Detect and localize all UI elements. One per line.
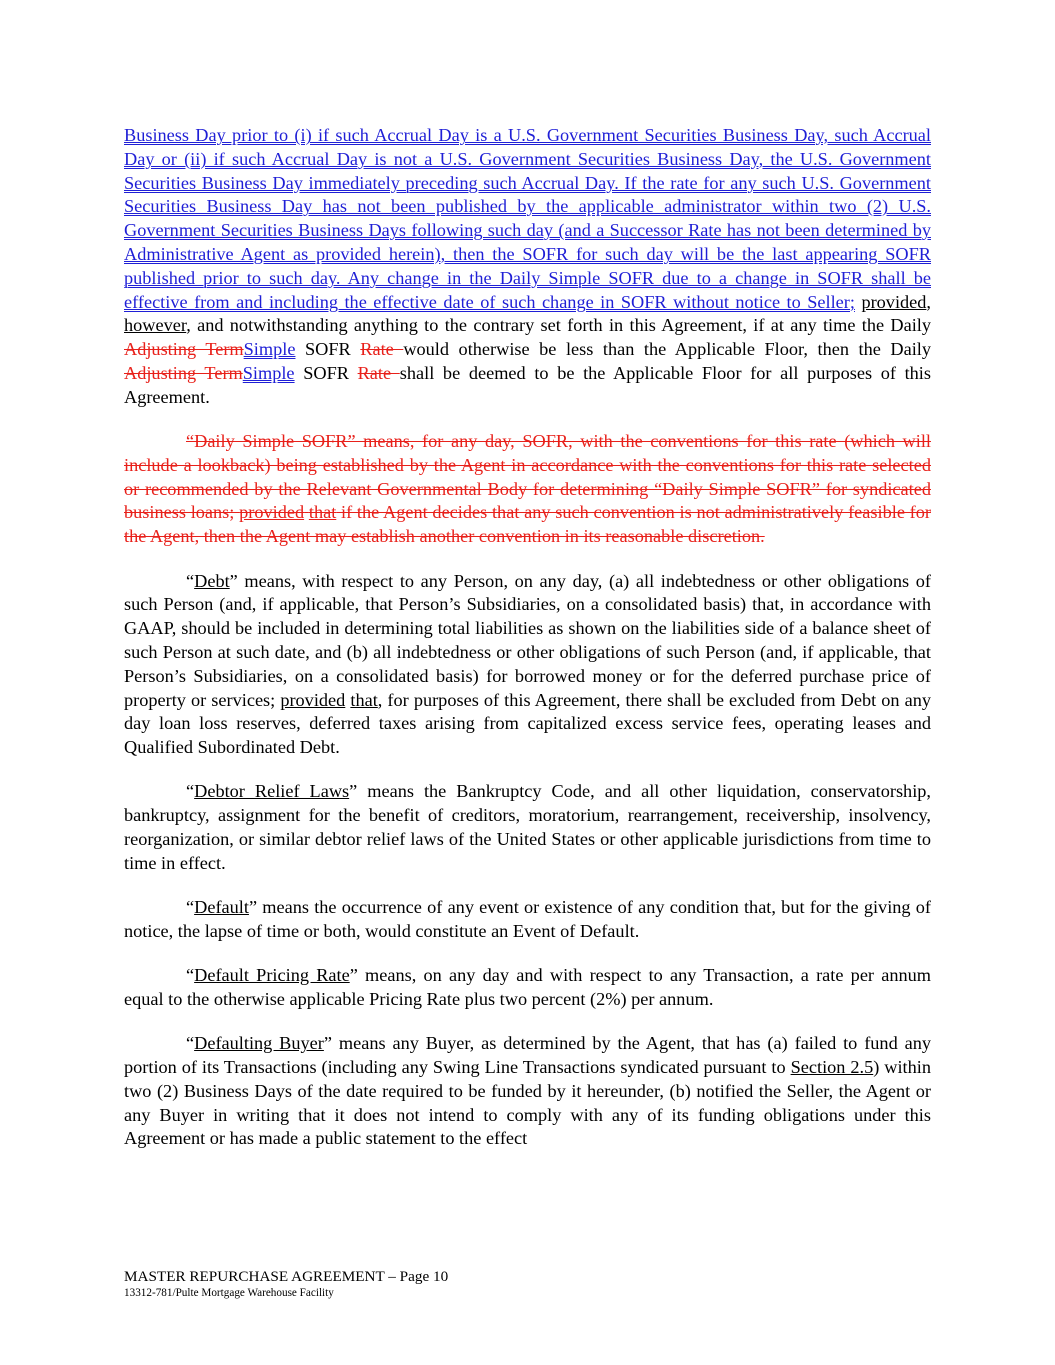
text-run: ” means any Buyer, as determined by the Agent, that has (a) failed to fund any portion of its Transactions (including any Swing Line Transactions syndicated pursuant to: [124, 1033, 931, 1078]
text-run: ) within two (2) Business Days of the date required to be funded by it hereunder, (b) notified the Seller, the Agent or any Buyer in writing that it does not intend to comply with any of its funding obligations under this Agreement or has made a public statement to the effect: [124, 1057, 931, 1149]
text-run: ,: [926, 291, 931, 312]
defined-term-debtor-relief-laws: Debtor Relief Laws: [194, 781, 350, 802]
deleted-text: Adjusting Term: [124, 339, 244, 360]
quote-open: “: [186, 1033, 195, 1054]
defined-term-defaulting-buyer: Defaulting Buyer: [194, 1033, 324, 1054]
deleted-term-provided: provided: [239, 502, 305, 523]
text-run: shall be deemed to be the Applicable Floor for all purposes of this Agreement.: [124, 362, 931, 407]
footer-document-id: 13312-781/Pulte Mortgage Warehouse Facility: [124, 1287, 334, 1299]
deleted-text: Rate: [360, 339, 404, 360]
quote-open: “: [186, 781, 195, 802]
paragraph-daily-simple-sofr-continued: [124, 124, 931, 410]
text-run: would otherwise be less than the Applicable Floor, then the Daily: [403, 339, 932, 360]
defined-term-debt: Debt: [194, 570, 230, 591]
paragraph-deleted-daily-simple-sofr-definition: [124, 430, 931, 549]
paragraph-default-definition: [124, 896, 931, 944]
inserted-text: Simple: [242, 362, 295, 383]
page-footer: [124, 1268, 448, 1300]
paragraph-default-pricing-rate-definition: [124, 964, 931, 1012]
text-run: SOFR: [295, 339, 361, 360]
paragraph-defaulting-buyer-definition: [124, 1032, 931, 1151]
text-run: , for purposes of this Agreement, there shall be excluded from Debt on any day loan loss reserves, deferred taxes arising from capitalized excess service fees, operating leases and Qualified Subordinated Debt.: [124, 689, 931, 758]
defined-term-provided: provided: [280, 689, 346, 710]
text-run: ” means, with respect to any Person, on any day, (a) all indebtedness or other obligations of such Person (and, if applicable, that Person’s Subsidiaries, on a consolidated basis) that, in accordance with GAAP, should be included in determining total liabilities as shown on the liabilities side of a balance sheet of such Person at such date, and (b) all indebtedness or other obligations of such Person (and, if applicable, that Person’s Subsidiaries, on a consolidated basis) for borrowed money or for the deferred purchase price of property or services;: [124, 570, 931, 710]
defined-term-that: that: [350, 689, 378, 710]
defined-term-however: however: [124, 315, 187, 336]
quote-open: “: [186, 570, 195, 591]
defined-term-default: Default: [194, 897, 249, 918]
text-run: SOFR: [294, 362, 358, 383]
deleted-text: “Daily Simple SOFR” means, for any day, SOFR, with the conventions for this rate (which will include a lookback) being established by the Agent in accordance with the conventions for this rate selected or recommended by the Relevant Governmental Body for determining “Daily Simple SOFR” for syndicated business loans;: [124, 431, 931, 523]
deleted-text: Rate: [357, 362, 400, 383]
quote-open: “: [186, 897, 195, 918]
inserted-text: Business Day prior to (i) if such Accrual Day is a U.S. Government Securities Business Day, such Accrual Day or (ii) if such Accrual Day is not a U.S. Government Securities Business Day, the U.S. Government Securities Business Day immediately preceding such Accrual Day. If the rate for any such U.S. Government Securities Business Day has not been published by the applicable administrator within two (2) U.S. Government Securities Business Days following such day (and a Successor Rate has not been determined by Administrative Agent as provided herein), then the SOFR for such day will be the last appearing SOFR published prior to such day. Any change in the Daily Simple SOFR due to a change in SOFR shall be effective from and including the effective date of such change in SOFR without notice to Seller;: [124, 125, 931, 312]
text-run: ” means, on any day and with respect to any Transaction, a rate per annum equal to the otherwise applicable Pricing Rate plus two percent (2%) per annum.: [124, 965, 931, 1009]
text-run: ” means the occurrence of any event or existence of any condition that, but for the giving of notice, the lapse of time or both, would constitute an Event of Default.: [124, 897, 931, 941]
inserted-text: Simple: [243, 339, 296, 360]
deleted-term-that: that: [308, 502, 337, 523]
quote-open: “: [186, 965, 195, 986]
text-run: , and notwithstanding anything to the contrary set forth in this Agreement, if at any time the Daily: [186, 315, 931, 336]
defined-term-provided: provided: [861, 291, 927, 312]
defined-term-default-pricing-rate: Default Pricing Rate: [194, 965, 350, 986]
document-body: [124, 124, 931, 1172]
text-run: ” means the Bankruptcy Code, and all other liquidation, conservatorship, bankruptcy, assignment for the benefit of creditors, moratorium, rearrangement, receivership, insolvency, reorganization, or similar debtor relief laws of the United States or other applicable jurisdictions from time to time in effect.: [124, 781, 931, 873]
paragraph-debt-definition: [124, 570, 931, 760]
section-reference-link: Section 2.5: [790, 1057, 874, 1078]
deleted-text: Adjusting Term: [124, 362, 243, 383]
paragraph-debtor-relief-laws-definition: [124, 780, 931, 875]
deleted-text: if the Agent decides that any such convention is not administratively feasible for the Agent, then the Agent may establish another convention in its reasonable discretion.: [124, 502, 931, 547]
footer-title: MASTER REPURCHASE AGREEMENT – Page 10: [124, 1268, 449, 1285]
